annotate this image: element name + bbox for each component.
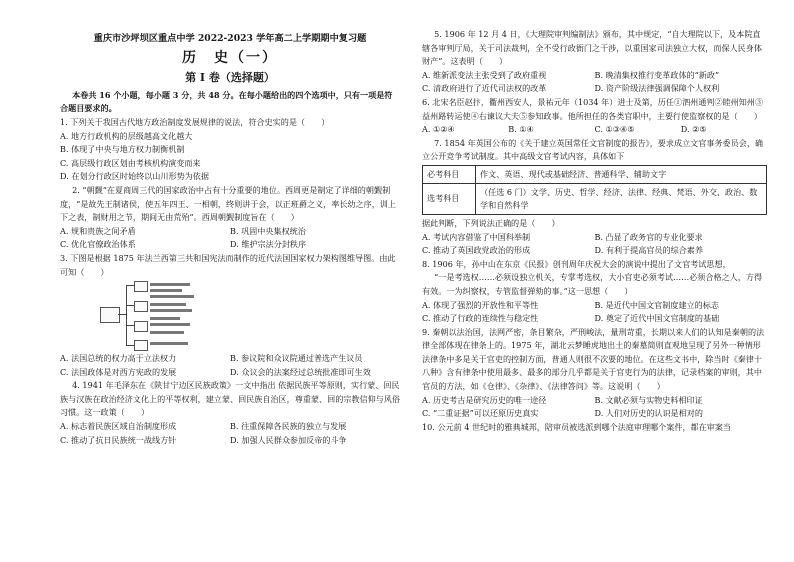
diagram-text-line bbox=[150, 317, 180, 320]
diagram-node bbox=[134, 301, 148, 312]
q9-option-a: A. 历史考古是研究历史的唯一途径 bbox=[422, 394, 547, 405]
q9-option-c: C. “二重证据”可以还原历史真实 bbox=[422, 408, 539, 419]
q2-options-row2 bbox=[60, 238, 400, 252]
q1-option-a: A. 地方行政机构的层级越高文化越大 bbox=[60, 130, 193, 141]
exam-subject-table bbox=[422, 165, 767, 215]
diagram-text-line bbox=[150, 283, 190, 286]
q5-option-d: D. 资产阶级法律强调保障个人权利 bbox=[594, 83, 720, 94]
question-4 bbox=[60, 379, 400, 447]
diagram-text-line bbox=[150, 295, 194, 298]
diagram-text-line bbox=[150, 303, 186, 306]
q4-options-row1 bbox=[60, 420, 400, 434]
q2-option-a: A. 规和贵族之间矛盾 bbox=[60, 225, 136, 236]
q2-stem: 2. “朝觐”在夏商周三代的国家政治中占有十分重要的地位。西周更是制定了详细的朝觐制度，“是故先王制诸侯，使五年四王、一相朝，终则讲于会，以正班爵之义，率长幼之序，训上下之表，制财用之节，期间无由荒殆”。西周朝觐制度旨在（ ） bbox=[60, 184, 396, 223]
q10-stem: 10. 公元前 4 世纪时的雅典城邦，陪审员被选派到哪个法庭审理哪个案件，都在审案当 bbox=[422, 421, 732, 432]
table-row-label: 必考科目 bbox=[423, 165, 476, 183]
instructions: 本卷共 16 个小题，每小题 3 分，共 48 分。在每小题给出的四个选项中，只有一项是符合题目要求的。 bbox=[60, 89, 393, 114]
q7-option-d: D. 有利于提高官员的综合素养 bbox=[594, 245, 703, 256]
diagram-node bbox=[134, 281, 148, 292]
q8-quote: “一是考选权……必须设独立机关，专掌考选权，大小官吏必须考试……必须合格之人，方得有效。一为纠察权，专管监督弹劾的事。”这一思想（ ） bbox=[422, 272, 763, 296]
q6-stem: 6. 北宋名臣赵抃，衢州西安人，景祐元年（1034 年）进士及第，历任①泗州通判②睦州知州③益州路转运使④右谏议大夫⑤参知政事。他所担任的各类官职中，主要行使监察权的是（ ） bbox=[422, 96, 764, 121]
q7-follow: 据此判断，下列说法正确的是（ ） bbox=[422, 217, 560, 228]
table-row-label: 选考科目 bbox=[423, 183, 476, 214]
q6-option-b: B. ①④ bbox=[508, 124, 534, 135]
q4-option-b: B. 往重保障各民族的独立与发展 bbox=[230, 421, 347, 432]
diagram-branch bbox=[126, 305, 134, 306]
q8-option-d: D. 奠定了近代中国文官制度的基础 bbox=[594, 313, 720, 324]
q7-options-row2 bbox=[422, 244, 767, 258]
q3-options-row1 bbox=[60, 352, 400, 366]
q5-options-row1 bbox=[422, 69, 767, 83]
part-title: 第 Ⅰ 卷（选择题） bbox=[185, 71, 275, 85]
q8-option-b: B. 是近代中国文官制度建立的标志 bbox=[594, 299, 719, 310]
q1-option-b: B. 体现了中央与地方权力制衡机制 bbox=[60, 144, 185, 155]
diagram-node bbox=[134, 321, 148, 332]
diagram-text-line bbox=[150, 309, 192, 312]
q7-options-row1 bbox=[422, 231, 767, 245]
question-2 bbox=[60, 184, 400, 252]
question-10 bbox=[422, 421, 767, 435]
q7-stem: 7. 1854 年英国公布的《关于建立英国常任文官制度的报告》，要求成立文官事务委员会，确立公开竞争考试制度。其中高级文官考试内容，具体如下 bbox=[422, 137, 764, 162]
q4-options-row2 bbox=[60, 434, 400, 448]
question-5 bbox=[422, 28, 767, 96]
q8-stem: 8. 1906 年，孙中山在东京《民报》创刊周年庆祝大会的演说中提出了文官考试思想， bbox=[422, 258, 731, 269]
q9-stem: 9. 秦朝以法治国，法网严密，条目繁杂，严刑峻法，量刑苛重，长期以来人们的认知是秦朝的法律全部体现在律条上的。1975 年，湖北云梦睡虎地出土的秦墓简则直观地呈现了另外一种情形 法律条中多是关于官吏的控制方面，普通人则很不次要的地位。在这些文书中，除当时《秦律十八种》含有律条中使用最多、最多的部分几乎都是关于官吏行为的法律，记录档案的审则，其中官员的方法，如《仓律》、《杂律》、《法律答问》等。这说明（ ） bbox=[422, 326, 765, 392]
diagram-connector bbox=[118, 314, 126, 315]
q3-option-c: C. 法国政体是对西方宪政的发展 bbox=[60, 366, 177, 377]
q3-options-row2 bbox=[60, 366, 400, 380]
diagram-text-line bbox=[150, 342, 188, 345]
school-title: 重庆市沙坪坝区重点中学 2022-2023 学年高二上学期期中复习题 bbox=[93, 33, 367, 44]
q9-option-d: D. 人们对历史的认识是相对的 bbox=[594, 408, 703, 419]
question-3 bbox=[60, 252, 400, 379]
q8-options-row2 bbox=[422, 312, 767, 326]
power-structure-diagram bbox=[100, 281, 200, 349]
q3-stem: 3. 下图是根据 1875 年法兰西第三共和国宪法而制作的近代法国国家权力架构图维导图。由此可知（ ） bbox=[60, 252, 396, 277]
diagram-branch bbox=[126, 325, 134, 326]
q4-option-d: D. 加强人民群众参加反帝的斗争 bbox=[230, 434, 347, 445]
left-column bbox=[60, 28, 400, 447]
table-row bbox=[423, 183, 767, 214]
diagram-trunk bbox=[126, 285, 127, 345]
table-row bbox=[423, 165, 767, 183]
q9-options-row2 bbox=[422, 407, 767, 421]
diagram-text-line bbox=[150, 323, 190, 326]
diagram-node bbox=[134, 340, 148, 351]
q6-option-d: D. ②⑤ bbox=[680, 124, 707, 135]
q1-stem: 1. 下列关于我国古代地方政治制度发展规律的说法，符合史实的是（ ） bbox=[60, 116, 330, 127]
q8-option-a: A. 体现了强烈的开放性和平等性 bbox=[422, 299, 539, 310]
diagram-text-line bbox=[150, 331, 184, 334]
right-column bbox=[422, 28, 767, 434]
diagram-branch bbox=[126, 345, 134, 346]
q1-option-c: C. 高层级行政区划由考核机构演变而来 bbox=[60, 157, 201, 168]
q6-option-a: A. ①②④ bbox=[422, 124, 455, 135]
q5-option-c: C. 清政府进行了近代司法权的改革 bbox=[422, 83, 547, 94]
question-6 bbox=[422, 96, 767, 137]
q9-options-row1 bbox=[422, 394, 767, 408]
q4-option-c: C. 推动了抗日民族统一战线方针 bbox=[60, 434, 177, 445]
q2-option-c: C. 优化官僚政治体系 bbox=[60, 239, 136, 250]
q1-option-d: D. 在划分行政区时始终以山川形势为依据 bbox=[60, 171, 209, 182]
q5-option-a: A. 维新派变法主张受到了政府重视 bbox=[422, 69, 547, 80]
q5-option-b: B. 晚清集权推行变革政体的“新政” bbox=[594, 69, 720, 80]
q9-option-b: B. 文献必须与实物史料相印证 bbox=[594, 394, 703, 405]
q2-option-d: D. 维护宗法分封秩序 bbox=[230, 239, 307, 250]
q4-option-a: A. 标志着民族区域自治制度形成 bbox=[60, 421, 177, 432]
q3-option-d: D. 众议会的法案经过总统批准即可生效 bbox=[230, 366, 371, 377]
question-8 bbox=[422, 258, 767, 326]
q7-option-b: B. 凸显了政务官的专业化要求 bbox=[594, 231, 703, 242]
q7-option-a: A. 考试内容借鉴了中国科举制 bbox=[422, 231, 531, 242]
q8-options-row1 bbox=[422, 299, 767, 313]
q7-option-c: C. 推动了英国政党政治的形成 bbox=[422, 245, 531, 256]
q2-option-b: B. 巩固中央集权统治 bbox=[230, 225, 306, 236]
q5-stem: 5. 1906 年 12 月 4 日，《大理院审判编制法》颁布，其中规定，“自大理院以下，及本院直辖各审判厅局，关于司法裁判，全不受行政衙门之干涉，以重国家司法独立大权，而保人民身体财产”。这表明（ ） bbox=[422, 29, 762, 67]
question-7 bbox=[422, 137, 767, 258]
q4-stem: 4. 1941 年毛泽东在《陕甘宁边区民族政策》一文中指出 依据民族平等原则，实行蒙、回民族与汉族在政治经济文化上的平等权利，建立蒙、回民族自治区，尊重蒙、回的宗教信仰与风俗习惯。这一政策（ ） bbox=[60, 380, 400, 418]
diagram-root-node bbox=[100, 307, 120, 323]
q2-options-row1 bbox=[60, 225, 400, 239]
q6-option-c: C. ①③④⑤ bbox=[594, 124, 635, 135]
subject-title: 历 史（一） bbox=[182, 49, 278, 66]
question-1 bbox=[60, 116, 400, 184]
question-9 bbox=[422, 326, 767, 421]
diagram-text-line bbox=[150, 289, 182, 292]
q6-options bbox=[422, 123, 767, 137]
table-row-content: 作文、英语、现代或基础经济、普通科学、辅助文字 bbox=[476, 165, 767, 183]
diagram-branch bbox=[126, 285, 134, 286]
q5-options-row2 bbox=[422, 82, 767, 96]
table-row-content: （任选 6 门）文学、历史、哲学、经济、法律、经典、梵语、外交、政治、数学和自然科学 bbox=[476, 183, 767, 214]
q8-option-c: C. 推动了行政的连续性与稳定性 bbox=[422, 313, 539, 324]
q3-option-a: A. 法国总统的权力高于立法权力 bbox=[60, 353, 177, 364]
q3-option-b: B. 参议院和众议院通过普选产生议员 bbox=[230, 353, 363, 364]
